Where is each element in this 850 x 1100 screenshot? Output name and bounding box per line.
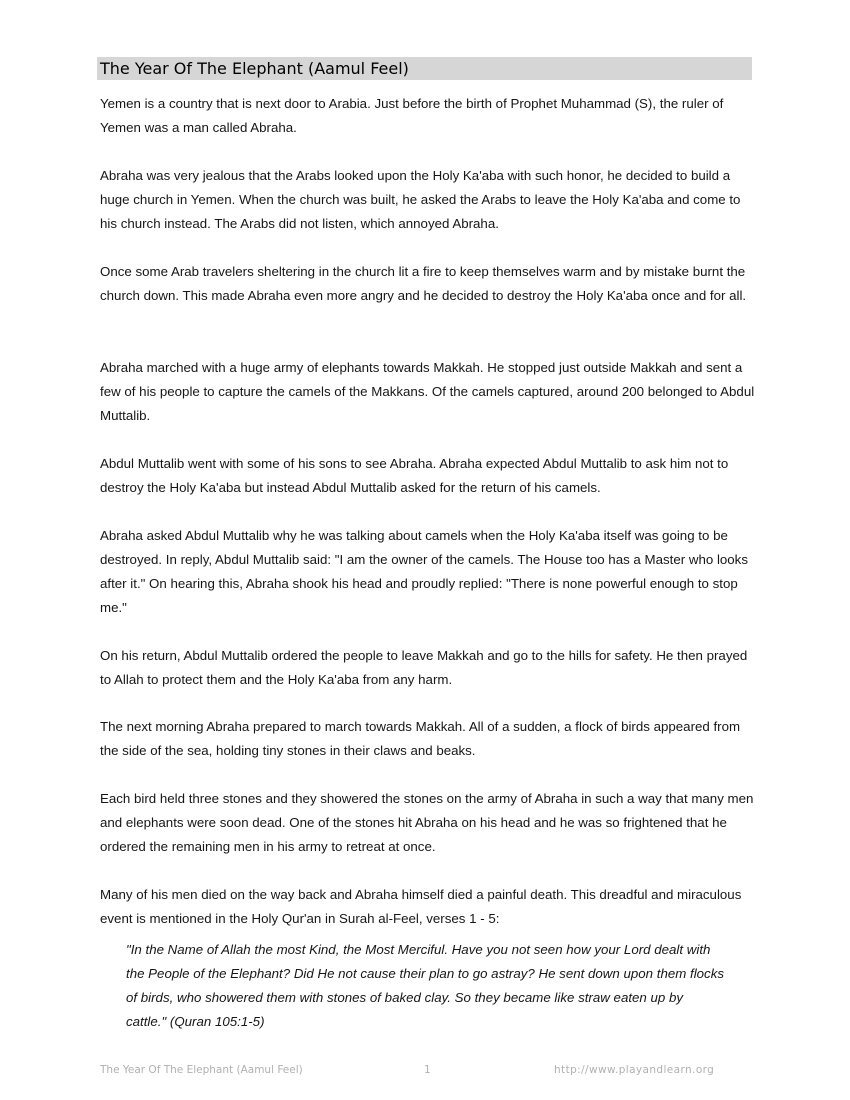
quran-quote: "In the Name of Allah the most Kind, the Most Merciful. Have you not seen how your Lord dealt with the People of the Elephant? Did He not cause their plan to go astray? He sent down upon them flocks of birds, who showered them with stones of baked clay. So they became like straw eaten up by cattle." (Quran 105:1-5) [126, 942, 724, 1029]
paragraph-9: Each bird held three stones and they showered the stones on the army of Abraha in such a way that many men and elephants were soon dead. One of the stones hit Abraha on his head and he was so frightened that he ordered the remaining men in his army to retreat at once. [100, 791, 754, 854]
paragraph-1: Yemen is a country that is next door to Arabia. Just before the birth of Prophet Muhammad (S), the ruler of Yemen was a man called Abraha. [100, 96, 724, 135]
paragraph-10: Many of his men died on the way back and Abraha himself died a painful death. This dreadful and miraculous event is mentioned in the Holy Qur'an in Surah al-Feel, verses 1 - 5: [100, 887, 742, 926]
paragraph-5: Abdul Muttalib went with some of his sons to see Abraha. Abraha expected Abdul Muttalib to ask him not to destroy the Holy Ka'aba but instead Abdul Muttalib asked for the return of his camels. [100, 456, 729, 495]
footer-url: http://www.playandlearn.org [554, 1064, 715, 1076]
paragraph-7: On his return, Abdul Muttalib ordered the people to leave Makkah and go to the hills for safety. He then prayed to Allah to protect them and the Holy Ka'aba from any harm. [100, 648, 748, 687]
paragraph-2: Abraha was very jealous that the Arabs looked upon the Holy Ka'aba with such honor, he decided to build a huge church in Yemen. When the church was built, he asked the Arabs to leave the Holy Ka'aba and come to his church instead. The Arabs did not listen, which annoyed Abraha. [100, 168, 741, 231]
paragraph-8: The next morning Abraha prepared to march towards Makkah. All of a sudden, a flock of birds appeared from the side of the sea, holding tiny stones in their claws and beaks. [100, 719, 741, 758]
page-title: The Year Of The Elephant (Aamul Feel) [100, 59, 409, 78]
footer-title: The Year Of The Elephant (Aamul Feel) [100, 1064, 303, 1076]
paragraph-6: Abraha asked Abdul Muttalib why he was talking about camels when the Holy Ka'aba itself was going to be destroyed. In reply, Abdul Muttalib said: "I am the owner of the camels. The House too has a Master who looks after it." On hearing this, Abraha shook his head and proudly replied: "There is none powerful enough to stop me." [100, 528, 748, 615]
paragraph-3: Once some Arab travelers sheltering in the church lit a fire to keep themselves warm and by mistake burnt the church down. This made Abraha even more angry and he decided to destroy the Holy Ka'aba once and for all. [100, 264, 747, 303]
footer-page-number: 1 [424, 1064, 431, 1076]
title-bar [97, 57, 752, 80]
paragraph-4: Abraha marched with a huge army of elephants towards Makkah. He stopped just outside Makkah and sent a few of his people to capture the camels of the Makkans. Of the camels captured, around 200 belonged to Abdul Muttalib. [100, 360, 755, 423]
